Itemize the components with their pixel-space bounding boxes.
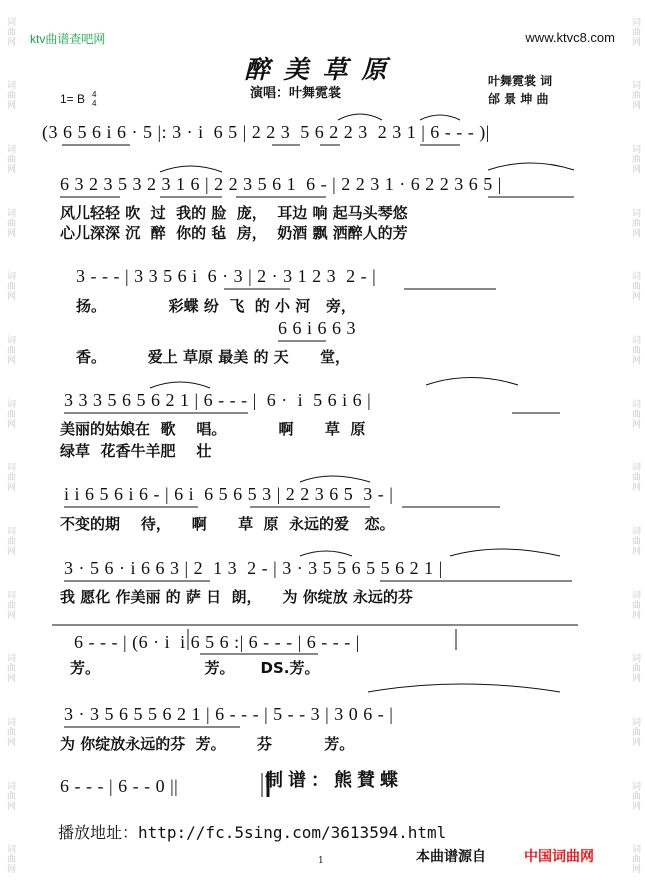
singer-label: 演唱：叶舞霓裳 bbox=[250, 86, 342, 101]
lyric-row-2a: 风儿轻轻 吹 过 我的 脸 庞， 耳边 响 起马头琴悠 bbox=[60, 204, 408, 222]
lyric-row-6: 我 愿化 作美丽 的 萨 日 朗， 为 你绽放 永远的芬 bbox=[60, 588, 413, 606]
notation-row-9: 6 - - - | 6 - - 0 || bbox=[60, 776, 179, 796]
key-signature: 1= B bbox=[60, 92, 86, 106]
composer-label: 邰 景 坤 曲 bbox=[488, 92, 549, 106]
watermark-text: 词曲网 bbox=[630, 16, 640, 47]
notation-row-5: i i 6 5 6 i 6 - | 6 i 6 5 6 5 3 | 2 2 3 6 5 3 - | bbox=[64, 484, 394, 504]
site-right-label: www.ktvc8.com bbox=[525, 30, 615, 45]
notation-row-8: 3 · 3 5 6 5 5 6 2 1 | 6 - - - | 5 - - 3 | 3 0 6 - | bbox=[64, 704, 394, 724]
watermark-text: 词曲网 bbox=[5, 844, 15, 875]
watermark-text: 词曲网 bbox=[5, 653, 15, 684]
notation-row-3-alt: 6 6 i 6 6 3 bbox=[278, 318, 357, 338]
watermark-text: 词曲网 bbox=[5, 462, 15, 493]
notation-row-7: 6 - - - | (6 · i i 6 5 6 :| 6 - - - | 6 - - - | bbox=[74, 632, 360, 652]
watermark-left bbox=[1, 0, 19, 891]
lyricist-label: 叶舞霓裳 词 bbox=[488, 74, 553, 88]
watermark-text: 词曲网 bbox=[630, 780, 640, 811]
notation-row-4: 3 3 3 5 6 5 6 2 1 | 6 - - - | 6 · i 5 6 i 6 | bbox=[64, 390, 372, 410]
lyric-row-3: 扬。 彩蝶 纷 飞 的 小 河 旁， bbox=[76, 297, 356, 315]
watermark-text: 词曲网 bbox=[630, 716, 640, 747]
lyric-row-7: 芳。 芳。 DS.芳。 bbox=[70, 659, 320, 677]
watermark-text: 词曲网 bbox=[630, 271, 640, 302]
lyric-row-3-alt: 香。 爱上 草原 最美 的 天 堂， bbox=[76, 348, 351, 366]
song-title: 醉美草原 bbox=[244, 55, 401, 84]
watermark-right bbox=[626, 0, 644, 891]
watermark-text: 词曲网 bbox=[630, 207, 640, 238]
meter-bottom: 4 bbox=[92, 99, 97, 108]
page-number: 1 bbox=[318, 856, 324, 866]
watermark-text: 词曲网 bbox=[5, 780, 15, 811]
watermark-text: 词曲网 bbox=[5, 16, 15, 47]
watermark-text: 词曲网 bbox=[630, 844, 640, 875]
site-left-label: ktv曲谱查吧网 bbox=[30, 32, 106, 46]
watermark-text: 词曲网 bbox=[5, 589, 15, 620]
watermark-text: 词曲网 bbox=[5, 716, 15, 747]
play-address: 播放地址：http://fc.5sing.com/3613594.html bbox=[58, 823, 447, 842]
watermark-text: 词曲网 bbox=[5, 335, 15, 366]
lyric-row-2b: 心儿深深 沉 醉 你的 毡 房， 奶酒 飘 洒醉人的芳 bbox=[60, 224, 408, 242]
watermark-text: 词曲网 bbox=[5, 398, 15, 429]
watermark-text: 词曲网 bbox=[630, 462, 640, 493]
watermark-text: 词曲网 bbox=[5, 271, 15, 302]
notation-row-1: (3 6 5 6 i 6 · 5 |: 3 · i 6 5 | 2 2 3 5 6 2 2 3 2 3 1 | 6 - - - )| bbox=[42, 122, 490, 142]
lyric-row-4b: 绿草 花香牛羊肥 壮 bbox=[60, 442, 212, 460]
watermark-text: 词曲网 bbox=[630, 335, 640, 366]
watermark-text: 词曲网 bbox=[630, 589, 640, 620]
watermark-text: 词曲网 bbox=[630, 144, 640, 175]
watermark-text: 词曲网 bbox=[5, 525, 15, 556]
watermark-text: 词曲网 bbox=[5, 207, 15, 238]
notation-row-3: 3 - - - | 3 3 5 6 i 6 · 3 | 2 · 3 1 2 3 2 - | bbox=[76, 266, 377, 286]
watermark-text: 词曲网 bbox=[630, 653, 640, 684]
footer-source-label: 本曲谱源自 bbox=[416, 849, 486, 865]
notation-row-2: 6 3 2 3 5 3 2 3 1 6 | 2 2 3 5 6 1 6 - | 2 2 3 1 · 6 2 2 3 6 5 | bbox=[60, 174, 502, 194]
footer-site-label: 中国词曲网 bbox=[524, 849, 594, 865]
watermark-text: 词曲网 bbox=[630, 80, 640, 111]
arranger-seal: 制谱：熊賛蝶 bbox=[265, 770, 403, 791]
meter-top: 4 bbox=[92, 90, 97, 99]
watermark-text: 词曲网 bbox=[630, 398, 640, 429]
watermark-text: 词曲网 bbox=[5, 80, 15, 111]
watermark-text: 词曲网 bbox=[630, 525, 640, 556]
notation-row-6: 3 · 5 6 · i 6 6 3 | 2 1 3 2 - | 3 · 3 5 5 6 5 5 6 2 1 | bbox=[64, 558, 443, 578]
watermark-text: 词曲网 bbox=[5, 144, 15, 175]
lyric-row-8: 为 你绽放永远的芬 芳。 芬 芳。 bbox=[60, 735, 355, 753]
lyric-row-5: 不变的期 待， 啊 草 原 永远的爱 恋。 bbox=[60, 515, 395, 533]
time-signature bbox=[92, 90, 96, 108]
lyric-row-4a: 美丽的姑娘在 歌 唱。 啊 草 原 bbox=[60, 420, 366, 438]
